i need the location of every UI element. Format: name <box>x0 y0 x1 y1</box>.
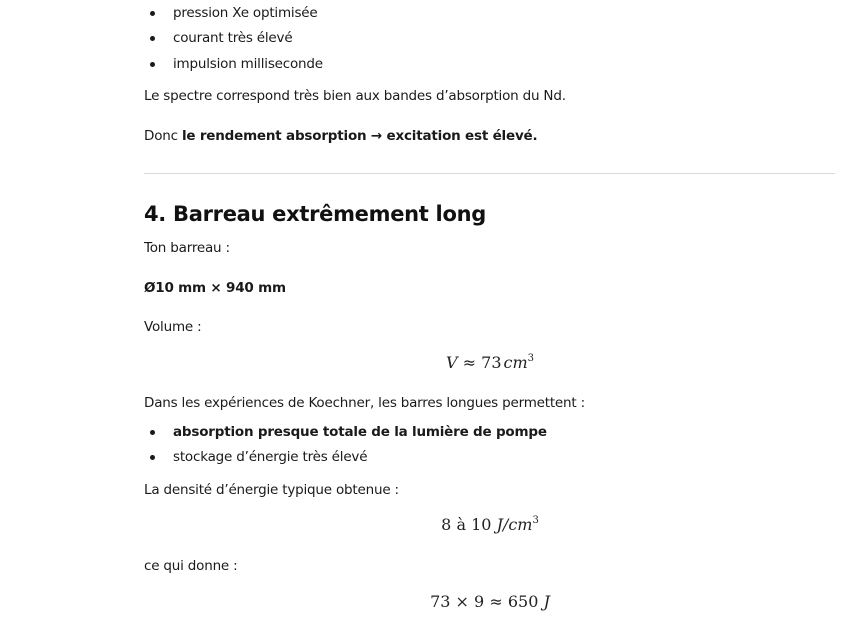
koechner-paragraph: Dans les expériences de Koechner, les barres longues permettent : <box>144 395 585 411</box>
result-label: ce qui donne : <box>144 558 238 574</box>
formula-range: 8 à 10 <box>441 515 492 534</box>
volume-label: Volume : <box>144 319 202 335</box>
list-item: absorption presque totale de la lumière de pompe <box>173 424 547 440</box>
list-item: impulsion milliseconde <box>173 56 323 72</box>
conclusion-prefix: Donc <box>144 128 182 144</box>
formula-unit: J/cm <box>496 515 533 534</box>
conclusion-bold: le rendement absorption → excitation est élevé. <box>181 128 538 144</box>
list-item: courant très élevé <box>173 30 293 46</box>
formula-op: ≈ <box>489 592 503 611</box>
section-divider <box>144 173 835 174</box>
list-item: pression Xe optimisée <box>173 5 318 21</box>
formula-value: 650 <box>507 592 539 611</box>
bullet-dot <box>150 62 155 67</box>
intro-paragraph: Ton barreau : <box>144 240 230 256</box>
bullet-dot <box>150 455 155 460</box>
formula-var: V <box>445 353 458 372</box>
formula-unit: J <box>543 592 550 611</box>
list-item: stockage d’énergie très élevé <box>173 449 368 465</box>
formula-value: 73 <box>481 353 502 372</box>
bullet-dot <box>150 430 155 435</box>
formula-exponent: 3 <box>527 353 535 364</box>
density-label: La densité d’énergie typique obtenue : <box>144 482 399 498</box>
dimensions-paragraph: Ø10 mm × 940 mm <box>144 280 286 296</box>
formula-exponent: 3 <box>532 515 539 526</box>
bullet-dot <box>150 11 155 16</box>
spectrum-paragraph: Le spectre correspond très bien aux bandes d’absorption du Nd. <box>144 88 566 104</box>
result-formula <box>144 592 836 612</box>
density-formula <box>144 515 836 535</box>
conclusion-paragraph <box>144 127 537 145</box>
volume-formula <box>144 353 836 373</box>
formula-op: ≈ <box>462 353 477 372</box>
formula-unit: cm <box>503 353 528 372</box>
formula-lhs: 73 × 9 <box>430 592 485 611</box>
section-heading: 4. Barreau extrêmement long <box>144 202 486 226</box>
bullet-dot <box>150 36 155 41</box>
